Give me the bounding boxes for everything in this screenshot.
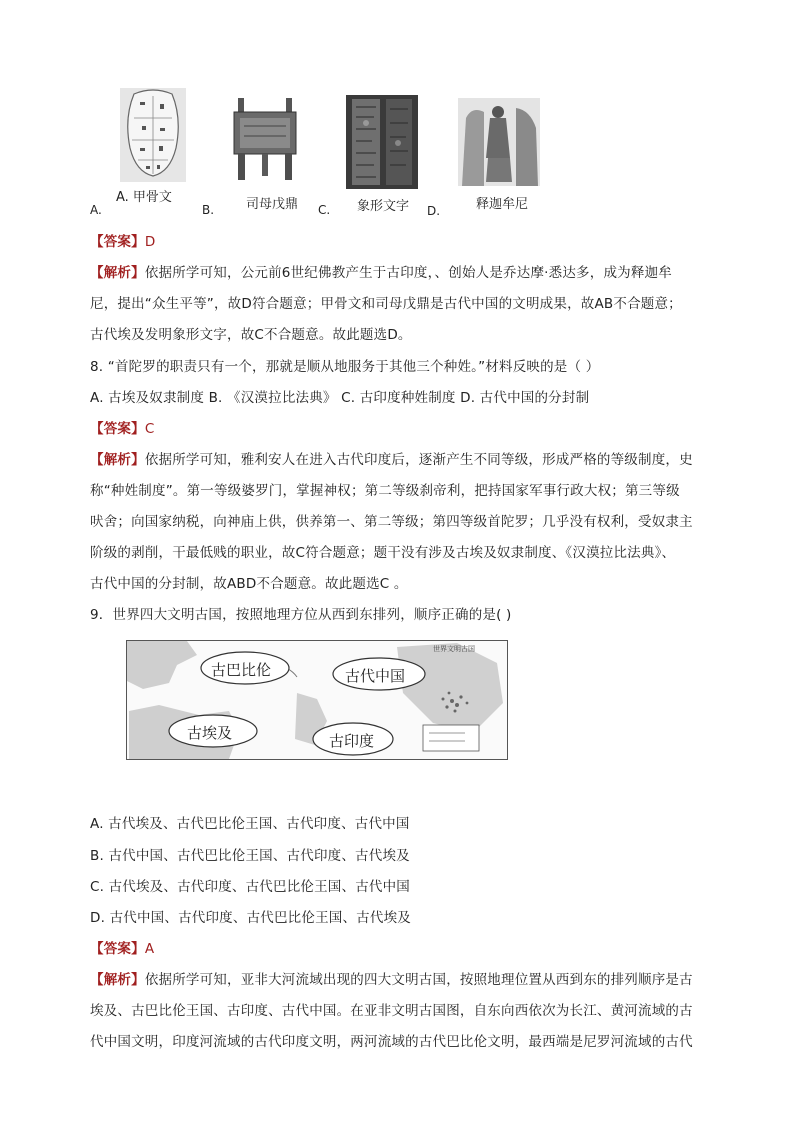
q9-option-d: D. 古代中国、古代印度、古代巴比伦王国、古代埃及 <box>90 910 411 926</box>
q7-analysis-line1 <box>90 261 672 281</box>
hieroglyph-caption: 象形文字 <box>357 199 410 214</box>
q9-option-a: A. 古代埃及、古代巴比伦王国、古代印度、古代中国 <box>90 816 410 832</box>
map-label-china: 古代中国 <box>345 667 406 685</box>
analysis-text: 依据所学可知，雅利安人在进入古代印度后，逐渐产生不同等级，形成严格的等级制度，史 <box>144 452 693 468</box>
answer-value: C <box>144 421 155 437</box>
analysis-tag: 【解析】 <box>90 452 145 468</box>
q8-analysis-line5: 古代中国的分封制，故ABD不合题意。故此题选C 。 <box>90 576 408 592</box>
q8-stem: 8. “首陀罗的职责只有一个，那就是顺从地服务于其他三个种姓。”材料反映的是（ ） <box>90 359 600 375</box>
option-b-letter: B. <box>202 203 215 217</box>
option-c-letter: C. <box>318 203 331 217</box>
q8-analysis-line2: 称“种姓制度”。第一等级婆罗门，掌握神权；第二等级刹帝利，把持国家军事行政大权；第三等级 <box>90 483 680 499</box>
answer-tag: 【答案】 <box>90 421 145 437</box>
q7-analysis-line2: 尼，提出“众生平等”，故D符合题意；甲骨文和司母戊鼎是古代中国的文明成果，故AB不合题意； <box>90 296 682 312</box>
ancient-civilizations-map <box>126 640 508 760</box>
q8-answer <box>90 417 154 437</box>
q9-option-b: B. 古代中国、古代巴比伦王国、古代印度、古代埃及 <box>90 848 410 864</box>
q8-analysis-line1 <box>90 448 693 468</box>
option-a-letter: A. <box>90 203 102 217</box>
q9-stem: 9．世界四大文明古国，按照地理方位从西到东排列，顺序正确的是( ) <box>90 607 512 623</box>
q8-analysis-line3: 吠舍；向国家纳税，向神庙上供，供养第一、第二等级；第四等级首陀罗；几乎没有权利，受奴隶主 <box>90 514 693 530</box>
analysis-text: 依据所学可知，亚非大河流域出现的四大文明古国，按照地理位置从西到东的排列顺序是古 <box>144 972 693 988</box>
map-label-babylon: 古巴比伦 <box>211 661 272 679</box>
q8-options: A. 古埃及奴隶制度 B. 《汉漠拉比法典》 C. 古印度种姓制度 D. 古代中国的分封制 <box>90 390 590 406</box>
q9-analysis-line1 <box>90 968 693 988</box>
q9-option-c: C. 古代埃及、古代印度、古代巴比伦王国、古代中国 <box>90 879 411 895</box>
answer-tag: 【答案】 <box>90 941 145 957</box>
q9-answer <box>90 937 154 957</box>
q7-answer <box>90 230 155 250</box>
analysis-text: 依据所学可知，公元前6世纪佛教产生于古印度，、创始人是乔达摩·悉达多，成为释迦牟 <box>144 265 672 281</box>
q7-analysis-line3: 古代埃及发明象形文字，故C不合题意。故此题选D。 <box>90 327 412 343</box>
option-d-letter: D. <box>427 204 441 218</box>
analysis-tag: 【解析】 <box>90 972 145 988</box>
analysis-tag: 【解析】 <box>90 265 145 281</box>
map-label-egypt: 古埃及 <box>187 724 233 742</box>
oracle-bone-image <box>120 88 186 182</box>
q8-analysis-line4: 阶级的剥削，干最低贱的职业，故C符合题意；题干没有涉及古埃及奴隶制度、《汉漠拉比法典》、 <box>90 545 676 561</box>
answer-value: A <box>144 941 155 957</box>
buddha-caption: 释迦牟尼 <box>476 197 529 212</box>
answer-value: D <box>144 234 156 250</box>
ding-vessel-image <box>228 96 302 182</box>
map-label-india: 古印度 <box>329 732 375 750</box>
ding-vessel-caption: 司母戊鼎 <box>246 197 299 212</box>
hieroglyph-wall-image <box>346 95 418 189</box>
oracle-bone-caption: A. 甲骨文 <box>116 190 172 205</box>
buddha-statue-image <box>458 98 540 186</box>
answer-tag: 【答案】 <box>90 234 145 250</box>
q9-analysis-line2: 埃及、古巴比伦王国、古印度、古代中国。在亚非文明古国图，自东向西依次为长江、黄河流域的古 <box>90 1003 693 1019</box>
q9-analysis-line3: 代中国文明，印度河流域的古代印度文明，两河流域的古代巴比伦文明，最西端是尼罗河流域的古代 <box>90 1034 693 1050</box>
map-title: 世界文明古国 <box>433 645 475 653</box>
